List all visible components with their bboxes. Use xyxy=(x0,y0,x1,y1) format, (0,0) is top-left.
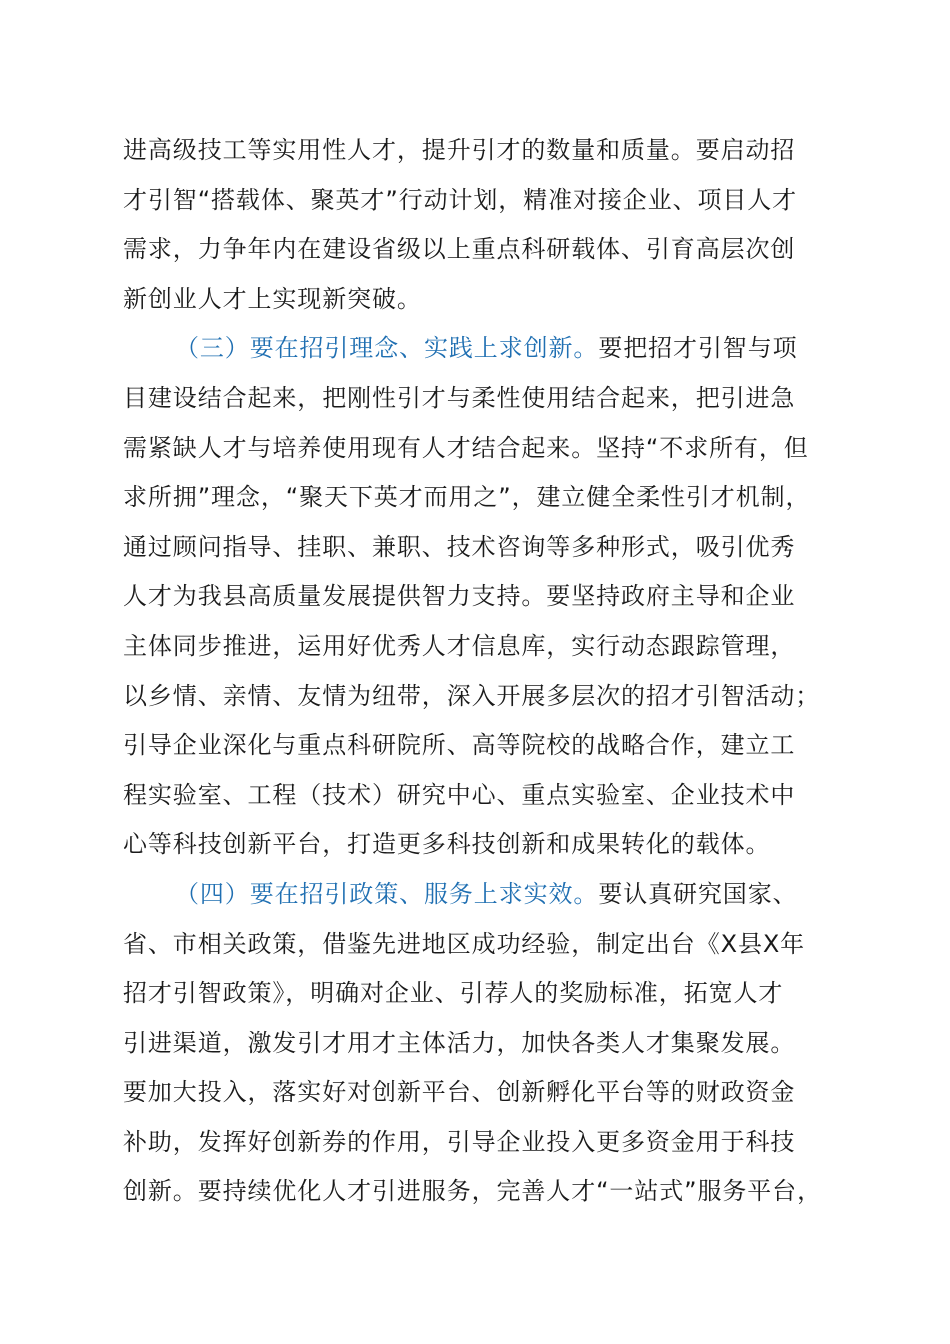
paragraph-line: 招才引智政策》，明确对企业、引荐人的奖励标准，拓宽人才 xyxy=(123,979,784,1008)
paragraph-line: 省、市相关政策，借鉴先进地区成功经验，制定出台《X县X年 xyxy=(123,929,806,958)
paragraph-line: 引进渠道，激发引才用才主体活力，加快各类人才集聚发展。 xyxy=(123,1028,796,1057)
paragraph-line: 心等科技创新平台，打造更多科技创新和成果转化的载体。 xyxy=(123,830,771,859)
paragraph-line: 需求，力争年内在建设省级以上重点科研载体、引育高层次创 xyxy=(123,235,796,264)
section-4-first-line-text: 要认真研究国家、 xyxy=(598,879,798,908)
paragraph-line: 创新。要持续优化人才引进服务，完善人才“一站式”服务平台， xyxy=(123,1177,822,1206)
section-3-heading: （三）要在招引理念、实践上求创新。 xyxy=(175,334,599,363)
paragraph-line: 才引智“搭载体、聚英才”行动计划，精准对接企业、项目人才 xyxy=(123,185,798,214)
paragraph-line: 以乡情、亲情、友情为纽带，深入开展多层次的招才引智活动； xyxy=(123,681,821,710)
section-4-first-line xyxy=(123,870,863,920)
paragraph-line: 补助，发挥好创新券的作用，引导企业投入更多资金用于科技 xyxy=(123,1127,796,1156)
section-3-first-line-text: 要把招才引智与项 xyxy=(598,334,798,363)
paragraph-line: 目建设结合起来，把刚性引才与柔性使用结合起来，把引进急 xyxy=(123,383,796,412)
paragraph-line: 求所拥”理念，“聚天下英才而用之”，建立健全柔性引才机制， xyxy=(123,483,811,512)
paragraph-line: 主体同步推进，运用好优秀人才信息库，实行动态跟踪管理， xyxy=(123,631,796,660)
paragraph-line: 引导企业深化与重点科研院所、高等院校的战略合作，建立工 xyxy=(123,731,796,760)
paragraph-line: 需紧缺人才与培养使用现有人才结合起来。坚持“不求所有，但 xyxy=(123,433,809,462)
paragraph-line: 人才为我县高质量发展提供智力支持。要坚持政府主导和企业 xyxy=(123,582,796,611)
paragraph-line: 通过顾问指导、挂职、兼职、技术咨询等多种形式，吸引优秀 xyxy=(123,532,796,561)
paragraph-line: 新创业人才上实现新突破。 xyxy=(123,284,422,313)
section-4-heading: （四）要在招引政策、服务上求实效。 xyxy=(175,879,599,908)
paragraph-line: 要加大投入，落实好对创新平台、创新孵化平台等的财政资金 xyxy=(123,1078,796,1107)
paragraph-line: 程实验室、工程（技术）研究中心、重点实验室、企业技术中 xyxy=(123,780,796,809)
section-3-first-line xyxy=(123,324,863,374)
document-body xyxy=(123,126,863,1217)
paragraph-line: 进高级技工等实用性人才，提升引才的数量和质量。要启动招 xyxy=(123,136,796,164)
